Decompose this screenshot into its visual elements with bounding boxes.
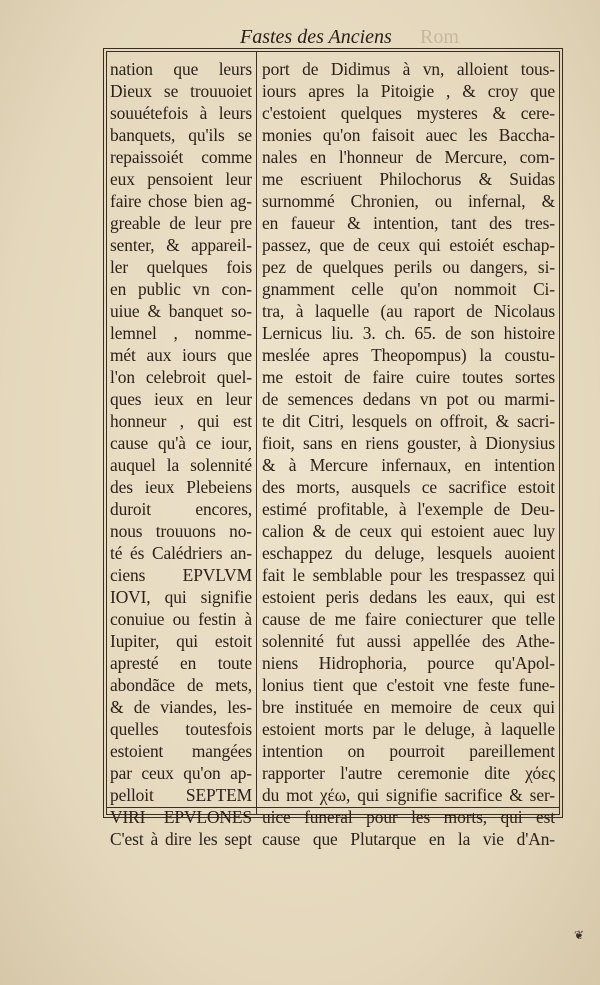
text-line: té és Calédriers an-: [110, 543, 252, 563]
text-line: estoient mangées: [110, 741, 252, 761]
text-line: fioit, sans en riens gouster, à Dionysius: [262, 433, 555, 453]
right-column: [262, 58, 555, 850]
text-line: estimé profitable, à l'exemple de Deu-: [262, 499, 555, 519]
text-line: eux pensoient leur: [110, 169, 252, 189]
text-line: souuétefois à leurs: [110, 103, 252, 123]
text-line: niens Hidrophoria, pource qu'Apol-: [262, 653, 555, 673]
text-line: estoient peris dedans les eaux, qui est: [262, 587, 555, 607]
text-line: VIRI EPVLONES: [110, 807, 252, 827]
text-line: port de Didimus à vn, alloient tous-: [262, 59, 555, 79]
text-line: repaissoiét comme: [110, 147, 252, 167]
text-line: cause de me faire coniecturer que telle: [262, 609, 555, 629]
text-line: faire chose bien ag-: [110, 191, 252, 211]
text-line: IOVI, qui signifie: [110, 587, 252, 607]
text-line: me escriuent Philochorus & Suidas: [262, 169, 555, 189]
text-line: senter, & appareil-: [110, 235, 252, 255]
margin-mark: ❦: [574, 928, 585, 942]
text-line: en public vn con-: [110, 279, 252, 299]
text-line: conuiue ou festin à: [110, 609, 252, 629]
page-title: Fastes des Anciens: [240, 26, 392, 48]
text-line: nation que leurs: [110, 59, 252, 79]
text-line: uiue & banquet so-: [110, 301, 252, 321]
text-line: eschappez du deluge, lesquels auoient: [262, 543, 555, 563]
text-line: bre instituée en memoire de ceux qui: [262, 697, 555, 717]
text-line: duroit encores,: [110, 499, 252, 519]
text-line: ques ieux en leur: [110, 389, 252, 409]
text-line: Lernicus liu. 3. ch. 65. de son histoire: [262, 323, 555, 343]
text-line: & à Mercure infernaux, en intention: [262, 455, 555, 475]
text-line: c'estoient quelques mysteres & cere-: [262, 103, 555, 123]
text-line: apresté en toute: [110, 653, 252, 673]
text-line: me estoit de faire cuire toutes sortes: [262, 367, 555, 387]
text-line: pelloit SEPTEM: [110, 785, 252, 805]
text-line: quelles toutesfois: [110, 719, 252, 739]
text-line: abondãce de mets,: [110, 675, 252, 695]
text-line: uice funeral pour les morts, qui est: [262, 807, 555, 827]
left-column: [110, 58, 252, 850]
text-line: Iupiter, qui estoit: [110, 631, 252, 651]
text-line: nales en l'honneur de Mercure, com-: [262, 147, 555, 167]
text-line: solennité fut aussi appellée des Athe-: [262, 631, 555, 651]
text-line: calion & de ceux qui estoient auec luy: [262, 521, 555, 541]
text-line: nous trouuons no-: [110, 521, 252, 541]
text-line: de semences dedans vn pot ou marmi-: [262, 389, 555, 409]
text-line: & de viandes, les-: [110, 697, 252, 717]
text-line: C'est à dire les sept: [110, 829, 252, 849]
column-divider: [256, 51, 257, 815]
text-line: tra, à laquelle (au raport de Nicolaus: [262, 301, 555, 321]
text-line: meslée apres Theopompus) la coustu-: [262, 345, 555, 365]
text-line: honneur , qui est: [110, 411, 252, 431]
bleed-through-text: Rom: [420, 26, 459, 48]
text-line: iours apres la Pitoigie , & croy que: [262, 81, 555, 101]
text-line: surnommé Chronien, ou infernal, &: [262, 191, 555, 211]
text-line: ler quelques fois: [110, 257, 252, 277]
text-line: gnamment celle qu'on nommoit Ci-: [262, 279, 555, 299]
text-line: te dit Citri, lesquels on offroit, & sacri-: [262, 411, 555, 431]
text-line: pez de quelques perils ou dangers, si-: [262, 257, 555, 277]
text-line: passez, que de ceux qui estoiét eschap-: [262, 235, 555, 255]
text-line: monies qu'on faisoit auec les Baccha-: [262, 125, 555, 145]
text-line: auquel la solennité: [110, 455, 252, 475]
text-line: lonius tient que c'estoit vne feste fune-: [262, 675, 555, 695]
text-line: lemnel , nomme-: [110, 323, 252, 343]
running-header: [240, 26, 570, 48]
text-line: Dieux se trouuoiet: [110, 81, 252, 101]
text-line: en faueur & intention, tant des tres-: [262, 213, 555, 233]
text-line: du mot χέω, qui signifie sacrifice & ser-: [262, 785, 555, 805]
text-line: intention on pourroit pareillement: [262, 741, 555, 761]
text-line: cause que Plutarque en la vie d'An-: [262, 829, 555, 849]
text-line: greable de leur pre: [110, 213, 252, 233]
text-line: ciens EPVLVM: [110, 565, 252, 585]
text-line: cause qu'à ce iour,: [110, 433, 252, 453]
text-line: des ieux Plebeiens: [110, 477, 252, 497]
text-line: banquets, qu'ils se: [110, 125, 252, 145]
text-line: l'on celebroit quel-: [110, 367, 252, 387]
text-line: fait le semblable pour les trespassez qui: [262, 565, 555, 585]
text-line: par ceux qu'on ap-: [110, 763, 252, 783]
text-line: estoient morts par le deluge, à laquelle: [262, 719, 555, 739]
text-line: mét aux iours que: [110, 345, 252, 365]
text-line: des morts, ausquels ce sacrifice estoit: [262, 477, 555, 497]
text-line: rapporter l'autre ceremonie dite χόες: [262, 763, 555, 783]
